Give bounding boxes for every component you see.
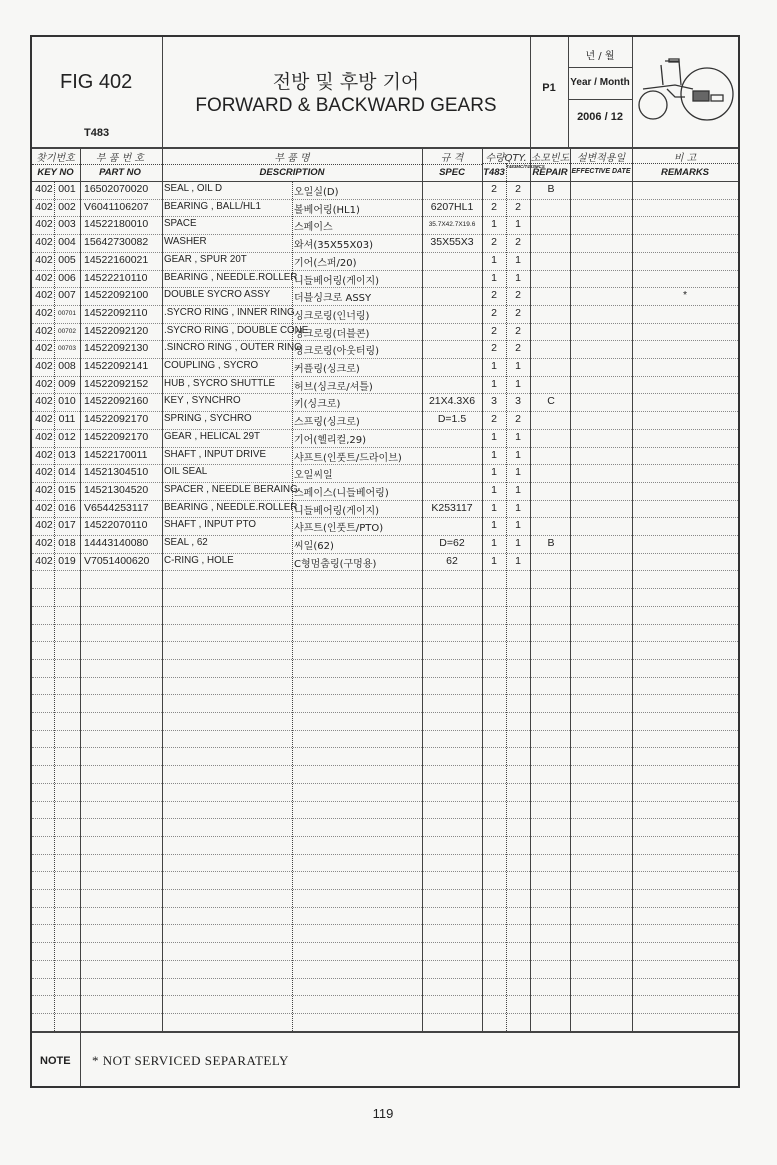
cell-part: 14522092110 bbox=[84, 306, 148, 319]
cell-key: 019 bbox=[58, 554, 76, 567]
cell-key: 002 bbox=[58, 200, 76, 213]
cell-desc: KEY , SYNCHRO bbox=[164, 395, 241, 407]
cell-key: 006 bbox=[58, 271, 76, 284]
cell-key: 003 bbox=[58, 218, 76, 231]
cell-desc-ko: 스페이스 bbox=[294, 222, 333, 234]
date-value: 2006 / 12 bbox=[577, 111, 623, 123]
cell-fig: 402 bbox=[35, 377, 53, 390]
cell-q2: 1 bbox=[515, 377, 521, 390]
cell-q2: 1 bbox=[515, 253, 521, 266]
table-row bbox=[32, 553, 738, 571]
cell-key: 014 bbox=[58, 466, 76, 479]
cell-fig: 402 bbox=[35, 253, 53, 266]
cell-part: 14443140080 bbox=[84, 537, 149, 549]
table-row bbox=[32, 340, 738, 358]
cell-part: 14522092170 bbox=[84, 413, 149, 426]
table-row bbox=[32, 287, 738, 305]
cell-fig: 402 bbox=[35, 306, 53, 319]
cell-fig: 402 bbox=[35, 200, 53, 213]
col-repair-ko: 소모빈도 bbox=[530, 153, 570, 164]
figure-box bbox=[32, 37, 162, 142]
cell-desc-ko: 기어(헬리컬,29) bbox=[294, 434, 367, 446]
note-label: NOTE bbox=[40, 1055, 71, 1067]
title-english: FORWARD & BACKWARD GEARS bbox=[195, 95, 497, 116]
table-row bbox=[32, 393, 738, 411]
table-row bbox=[32, 447, 738, 465]
cell-repair: B bbox=[547, 537, 555, 549]
cell-desc-ko: 허브(싱크로/셔틀) bbox=[294, 381, 373, 393]
cell-q1: 2 bbox=[491, 183, 497, 195]
cell-q1: 1 bbox=[491, 360, 497, 372]
table-row bbox=[32, 482, 738, 500]
table-row bbox=[32, 429, 738, 447]
cell-desc: SPACER , NEEDLE BERAING bbox=[164, 483, 298, 495]
cell-q2: 1 bbox=[515, 554, 521, 567]
cell-q1: 1 bbox=[491, 253, 497, 266]
model-label: T483 bbox=[84, 127, 110, 139]
cell-part: 14522210110 bbox=[84, 271, 148, 284]
year-month-korean: 년 / 월 bbox=[585, 51, 615, 62]
cell-part: 14522092100 bbox=[84, 289, 149, 302]
cell-part: V7051400620 bbox=[84, 554, 150, 567]
cell-q1: 1 bbox=[491, 430, 497, 443]
cell-key: 011 bbox=[58, 413, 76, 426]
cell-spec: K253117 bbox=[431, 501, 473, 514]
cell-key: 009 bbox=[58, 377, 76, 390]
cell-key: 016 bbox=[58, 501, 76, 514]
cell-key: 008 bbox=[58, 360, 76, 372]
cell-desc-ko: 씨일(62) bbox=[294, 541, 334, 552]
cell-q2: 2 bbox=[515, 183, 521, 195]
cell-q1: 2 bbox=[491, 306, 497, 319]
cell-q1: 1 bbox=[491, 519, 497, 532]
cell-desc-ko: 싱크로링(인너링) bbox=[294, 310, 370, 322]
cell-q2: 2 bbox=[515, 342, 521, 355]
cell-q2: 1 bbox=[515, 448, 521, 461]
cell-desc-ko: 스프링(싱크로) bbox=[294, 417, 360, 429]
cell-desc: BEARING , BALL/HL1 bbox=[164, 200, 261, 212]
cell-key: 007 bbox=[58, 289, 76, 302]
cell-q2: 2 bbox=[515, 236, 521, 249]
cell-spec: 21X4.3X6 bbox=[428, 395, 476, 408]
cell-fig: 402 bbox=[35, 236, 53, 249]
cell-desc: SEAL , OIL D bbox=[164, 183, 223, 194]
col-part: PART NO bbox=[99, 167, 141, 178]
cell-q1: 2 bbox=[491, 324, 497, 337]
cell-key: 001 bbox=[58, 183, 76, 195]
cell-part: 14522092170 bbox=[84, 430, 149, 443]
table-row bbox=[32, 376, 738, 394]
cell-spec: 35X55X3 bbox=[430, 236, 474, 249]
cell-q1: 1 bbox=[491, 537, 497, 549]
cell-desc: HUB , SYCRO SHUTTLE bbox=[164, 377, 276, 389]
cell-key: 012 bbox=[58, 430, 76, 443]
cell-fig: 402 bbox=[35, 324, 53, 337]
cell-fig: 402 bbox=[35, 430, 53, 443]
cell-q1: 3 bbox=[491, 395, 497, 408]
figure-label: FIG 402 bbox=[60, 71, 133, 93]
cell-q1: 1 bbox=[491, 377, 497, 390]
cell-desc-ko: 커플링(싱크로) bbox=[294, 364, 360, 375]
col-key-ko: 찾기번호 bbox=[36, 153, 75, 164]
cell-fig: 402 bbox=[35, 413, 53, 426]
cell-part: 14522092141 bbox=[84, 360, 149, 372]
cell-part: V6544253117 bbox=[84, 501, 149, 514]
cell-fig: 402 bbox=[35, 218, 53, 231]
cell-fig: 402 bbox=[35, 466, 53, 479]
cell-q1: 1 bbox=[491, 448, 497, 461]
cell-q2: 2 bbox=[515, 200, 521, 213]
cell-key: 00701 bbox=[57, 309, 77, 317]
cell-fig: 402 bbox=[35, 289, 53, 302]
cell-q1: 1 bbox=[491, 271, 497, 284]
cell-q1: 1 bbox=[491, 466, 497, 479]
page-number: 119 bbox=[372, 1106, 394, 1121]
cell-desc-ko: 오일실(D) bbox=[294, 187, 339, 198]
cell-part: 14522160021 bbox=[84, 253, 149, 266]
cell-q2: 3 bbox=[515, 395, 521, 408]
cell-desc-ko: 볼베어링(HL1) bbox=[294, 204, 360, 216]
cell-desc: DOUBLE SYCRO ASSY bbox=[164, 289, 271, 301]
cell-desc: C-RING , HOLE bbox=[164, 554, 234, 566]
cell-key: 013 bbox=[58, 448, 76, 461]
cell-q1: 1 bbox=[491, 554, 497, 567]
cell-desc: WASHER bbox=[164, 236, 207, 248]
cell-repair: C bbox=[547, 395, 555, 408]
cell-desc-ko: C형멈춤링(구멍용) bbox=[294, 558, 377, 570]
cell-q2: 1 bbox=[515, 501, 521, 514]
cell-spec: D=1.5 bbox=[437, 413, 467, 426]
col-qty-t483: T483 bbox=[483, 167, 505, 178]
cell-fig: 402 bbox=[35, 554, 53, 567]
cell-desc: .SYCRO RING , DOUBLE CONE bbox=[164, 324, 309, 336]
cell-spec: 62 bbox=[446, 554, 458, 567]
cell-fig: 402 bbox=[35, 342, 53, 355]
cell-key: 018 bbox=[58, 537, 76, 549]
col-spec: SPEC bbox=[439, 167, 465, 178]
table-row bbox=[32, 181, 738, 199]
col-repair: REPAIR bbox=[532, 167, 568, 178]
cell-desc-ko: 샤프트(인풋트/드라이브) bbox=[294, 452, 402, 464]
table-row bbox=[32, 517, 738, 535]
cell-q2: 2 bbox=[515, 306, 521, 319]
cell-fig: 402 bbox=[35, 537, 53, 549]
cell-q2: 1 bbox=[515, 218, 521, 231]
cell-remarks: * bbox=[682, 289, 688, 302]
col-desc-ko: 부 품 명 bbox=[274, 153, 310, 164]
cell-q1: 1 bbox=[491, 483, 497, 496]
cell-desc: SPRING , SYCHRO bbox=[164, 413, 252, 425]
cell-fig: 402 bbox=[35, 271, 53, 284]
cell-desc: BEARING , NEEDLE.ROLLER bbox=[164, 271, 298, 283]
col-effective: EFFECTIVE DATE bbox=[571, 168, 631, 175]
cell-desc-ko: 싱크로링(아웃터링) bbox=[294, 346, 380, 358]
cell-q2: 2 bbox=[515, 413, 521, 426]
cell-desc-ko: 스페이스(니들베어링) bbox=[294, 487, 389, 499]
table-row bbox=[32, 305, 738, 323]
cell-key: 017 bbox=[58, 519, 76, 532]
cell-desc-ko: 오일씨일 bbox=[294, 470, 333, 482]
cell-desc: GEAR , SPUR 20T bbox=[164, 253, 247, 265]
cell-part: 14522170011 bbox=[84, 448, 148, 461]
cell-fig: 402 bbox=[35, 501, 53, 514]
cell-q1: 1 bbox=[491, 218, 497, 231]
col-key: KEY NO bbox=[37, 167, 74, 178]
cell-key: 00703 bbox=[57, 345, 77, 353]
cell-q1: 2 bbox=[491, 413, 497, 426]
col-qty-other: T483MC/T483MCS bbox=[506, 164, 545, 169]
cell-fig: 402 bbox=[35, 395, 53, 408]
cell-q1: 2 bbox=[491, 342, 497, 355]
cell-q1: 2 bbox=[491, 236, 497, 249]
page-label: P1 bbox=[542, 82, 556, 94]
cell-key: 010 bbox=[58, 395, 76, 408]
cell-q2: 1 bbox=[515, 537, 521, 549]
cell-part: 15642730082 bbox=[84, 236, 149, 249]
col-desc: DESCRIPTION bbox=[259, 167, 325, 178]
col-part-ko: 부 품 번 호 bbox=[95, 153, 145, 164]
col-spec-ko: 규 격 bbox=[440, 153, 464, 164]
cell-desc-ko: 니들베어링(게이지) bbox=[294, 275, 380, 287]
cell-part: 14522092120 bbox=[84, 324, 149, 337]
table-row bbox=[32, 270, 738, 288]
title-korean: 전방 및 후방 기어 bbox=[272, 71, 420, 93]
cell-part: 16502070020 bbox=[84, 183, 149, 195]
tractor-icon bbox=[635, 49, 735, 129]
cell-fig: 402 bbox=[35, 360, 53, 372]
cell-desc-ko: 샤프트(인풋트/PTO) bbox=[294, 523, 384, 535]
cell-part: 14522092130 bbox=[84, 342, 149, 355]
cell-q1: 1 bbox=[491, 501, 497, 514]
cell-q2: 1 bbox=[515, 483, 521, 496]
table-row bbox=[32, 535, 738, 553]
table-row bbox=[32, 500, 738, 518]
cell-q2: 1 bbox=[515, 360, 521, 372]
cell-desc: .SINCRO RING , OUTER RING bbox=[164, 342, 302, 354]
note-text: * NOT SERVICED SEPARATELY bbox=[92, 1053, 289, 1068]
cell-key: 005 bbox=[58, 253, 76, 266]
cell-spec: 6207HL1 bbox=[430, 200, 474, 213]
cell-desc: SEAL , 62 bbox=[164, 537, 208, 548]
parts-sheet bbox=[30, 35, 740, 1088]
table-row bbox=[32, 323, 738, 341]
table-row bbox=[32, 252, 738, 270]
cell-q1: 2 bbox=[491, 200, 497, 213]
cell-part: V6041106207 bbox=[84, 200, 149, 213]
table-row bbox=[32, 199, 738, 217]
col-effective-ko: 설변적용일 bbox=[576, 153, 626, 164]
col-qty-ko: 수량QTY. bbox=[485, 153, 527, 164]
cell-key: 004 bbox=[58, 236, 76, 249]
cell-desc-ko: 더블싱크로 ASSY bbox=[294, 293, 372, 305]
cell-part: 14521304510 bbox=[84, 466, 149, 479]
col-remarks: REMARKS bbox=[660, 167, 710, 178]
cell-fig: 402 bbox=[35, 448, 53, 461]
cell-q1: 2 bbox=[491, 289, 497, 302]
cell-part: 14522070110 bbox=[84, 519, 148, 532]
table-row bbox=[32, 411, 738, 429]
table-row bbox=[32, 358, 738, 376]
cell-desc: .SYCRO RING , INNER RING bbox=[164, 306, 295, 318]
col-remarks-ko: 비 고 bbox=[673, 153, 697, 164]
cell-q2: 1 bbox=[515, 466, 521, 479]
cell-repair: B bbox=[547, 183, 555, 195]
cell-part: 14522092160 bbox=[84, 395, 149, 408]
cell-desc-ko: 싱크로링(더블콘) bbox=[294, 328, 370, 340]
cell-fig: 402 bbox=[35, 519, 53, 532]
cell-spec: 35.7X42.7X19.6 bbox=[428, 221, 476, 229]
cell-desc: SHAFT , INPUT DRIVE bbox=[164, 448, 266, 460]
cell-desc: COUPLING , SYCRO bbox=[164, 360, 259, 371]
cell-fig: 402 bbox=[35, 483, 53, 496]
table-row bbox=[32, 234, 738, 252]
cell-desc-ko: 니들베어링(게이지) bbox=[294, 505, 380, 517]
cell-spec: D=62 bbox=[439, 537, 465, 549]
cell-desc-ko: 키(싱크로) bbox=[294, 399, 341, 411]
cell-desc-ko: 와셔(35X55X03) bbox=[294, 240, 373, 252]
cell-desc: SHAFT , INPUT PTO bbox=[164, 519, 256, 531]
cell-q2: 2 bbox=[515, 324, 521, 337]
cell-part: 14522092152 bbox=[84, 377, 149, 390]
cell-q2: 1 bbox=[515, 271, 521, 284]
year-month-label: Year / Month bbox=[570, 77, 630, 88]
table-row bbox=[32, 464, 738, 482]
cell-q2: 1 bbox=[515, 519, 521, 532]
table-row bbox=[32, 216, 738, 234]
cell-desc: OIL SEAL bbox=[164, 466, 208, 478]
cell-part: 14521304520 bbox=[84, 483, 149, 496]
cell-q2: 1 bbox=[515, 430, 521, 443]
cell-desc: BEARING , NEEDLE.ROLLER bbox=[164, 501, 298, 513]
cell-q2: 2 bbox=[515, 289, 521, 302]
cell-desc-ko: 기어(스퍼/20) bbox=[294, 257, 357, 269]
cell-desc: SPACE bbox=[164, 218, 197, 230]
cell-key: 015 bbox=[58, 483, 76, 496]
cell-part: 14522180010 bbox=[84, 218, 149, 231]
cell-key: 00702 bbox=[57, 327, 77, 335]
cell-fig: 402 bbox=[35, 183, 53, 195]
cell-desc: GEAR , HELICAL 29T bbox=[164, 430, 261, 442]
